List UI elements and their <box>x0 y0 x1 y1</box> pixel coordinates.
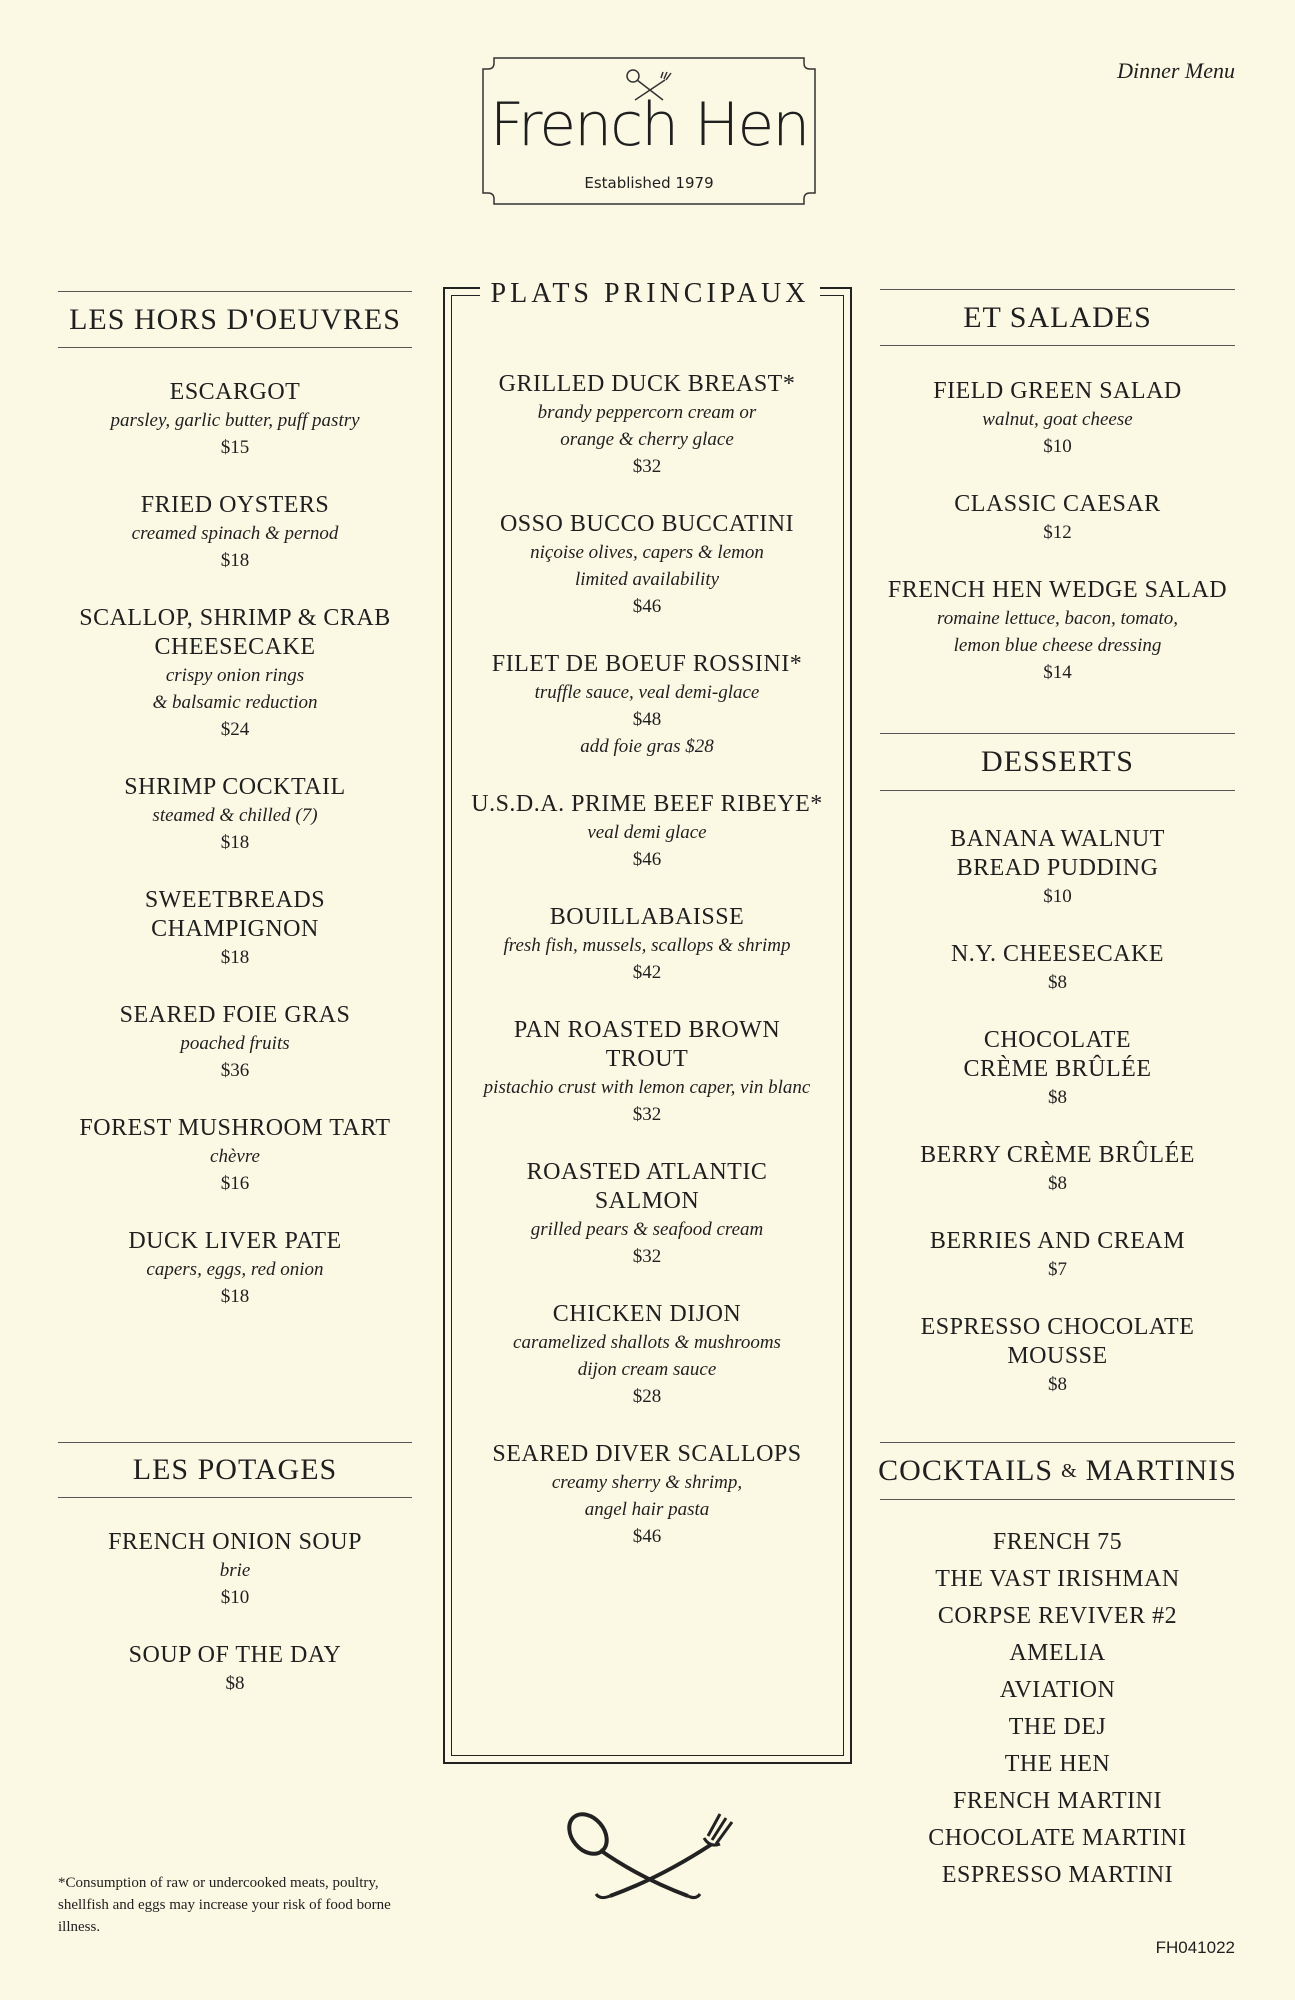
item-price: $7 <box>1048 1259 1067 1280</box>
section-title-plats: PLATS PRINCIPAUX <box>480 275 820 313</box>
item-desc: orange & cherry glace <box>560 429 734 450</box>
item-desc: dijon cream sauce <box>577 1359 717 1380</box>
section-title-text: MARTINIS <box>1085 1454 1237 1487</box>
item-name: DUCK LIVER PATE <box>128 1228 342 1254</box>
plats-list <box>442 370 852 1550</box>
item-price: $10 <box>1043 436 1072 457</box>
menu-item <box>880 377 1235 460</box>
item-price: $32 <box>632 456 662 477</box>
item-price: $32 <box>632 1246 662 1267</box>
menu-item <box>442 1016 852 1128</box>
item-price: $8 <box>1048 1173 1067 1194</box>
item-price: $48 <box>632 709 662 730</box>
item-name: SHRIMP COCKTAIL <box>124 774 346 800</box>
menu-item <box>442 650 852 760</box>
item-extra: add foie gras $28 <box>580 736 714 757</box>
item-price: $18 <box>220 1286 250 1307</box>
item-desc: limited availability <box>574 569 720 590</box>
section-title-desserts <box>880 733 1235 791</box>
menu-item <box>880 1313 1235 1398</box>
section-title-text: DESSERTS <box>981 745 1134 778</box>
item-name: FRENCH HEN WEDGE SALAD <box>887 577 1228 603</box>
item-price: $8 <box>1048 972 1067 993</box>
menu-item <box>442 790 852 873</box>
menu-item <box>880 1026 1235 1111</box>
item-desc: pistachio crust with lemon caper, vin blanc <box>483 1077 811 1098</box>
menu-item <box>58 491 412 574</box>
item-price: $14 <box>1043 662 1072 683</box>
menu-item <box>880 940 1235 996</box>
item-price: $18 <box>220 832 250 853</box>
cocktail-item: AVIATION <box>999 1677 1116 1703</box>
item-price: $46 <box>632 849 662 870</box>
item-price: $8 <box>1048 1087 1067 1108</box>
menu-item <box>58 773 412 856</box>
crossed-utensils-icon <box>560 1808 740 1904</box>
menu-item <box>442 1300 852 1410</box>
section-title-text: LES HORS D'OEUVRES <box>69 302 401 336</box>
item-name: OSSO BUCCO BUCCATINI <box>499 511 795 537</box>
item-price: $8 <box>1048 1374 1067 1395</box>
item-price: $12 <box>1043 522 1072 543</box>
item-desc: angel hair pasta <box>584 1499 710 1520</box>
menu-item <box>58 886 412 971</box>
item-price: $16 <box>220 1173 250 1194</box>
item-price: $10 <box>1043 886 1072 907</box>
menu-item <box>880 1141 1235 1197</box>
item-name: FRIED OYSTERS <box>140 492 330 518</box>
item-name: N.Y. CHEESECAKE <box>950 941 1165 967</box>
item-name: SCALLOP, SHRIMP & CRAB CHEESECAKE <box>79 605 391 660</box>
item-price: $8 <box>225 1673 245 1694</box>
cocktail-item: THE DEJ <box>1008 1714 1107 1740</box>
menu-item <box>442 510 852 620</box>
item-name: ESCARGOT <box>169 379 301 405</box>
item-name: CLASSIC CAESAR <box>954 491 1161 517</box>
menu-item <box>880 490 1235 546</box>
footnote: *Consumption of raw or undercooked meats, poultry, shellfish and eggs may increase your risk of food borne illness. <box>58 1875 391 1935</box>
menu-item <box>58 1001 412 1084</box>
cocktail-item: CORPSE REVIVER #2 <box>937 1603 1178 1629</box>
item-name: BANANA WALNUT BREAD PUDDING <box>950 826 1165 881</box>
item-price: $15 <box>220 437 250 458</box>
menu-item <box>442 370 852 480</box>
item-price: $18 <box>220 550 250 571</box>
item-name: FILET DE BOEUF ROSSINI* <box>491 651 803 677</box>
item-price: $42 <box>632 962 662 983</box>
item-name: BOUILLABAISSE <box>549 904 745 930</box>
cocktail-item: ESPRESSO MARTINI <box>941 1862 1174 1888</box>
item-desc: fresh fish, mussels, scallops & shrimp <box>503 935 791 956</box>
section-title-potages <box>58 1442 412 1498</box>
item-name: ROASTED ATLANTIC SALMON <box>526 1159 768 1214</box>
item-price: $28 <box>632 1386 662 1407</box>
item-desc: capers, eggs, red onion <box>146 1259 324 1280</box>
item-price: $18 <box>220 947 250 968</box>
salades-list <box>880 377 1235 686</box>
item-name: FOREST MUSHROOM TART <box>79 1115 391 1141</box>
item-desc: grilled pears & seafood cream <box>530 1219 764 1240</box>
cocktail-item: THE VAST IRISHMAN <box>935 1566 1180 1592</box>
cocktail-item: FRENCH MARTINI <box>953 1788 1162 1814</box>
menu-item <box>58 1114 412 1197</box>
item-desc: brie <box>219 1560 251 1581</box>
section-title-text: ET SALADES <box>963 300 1152 334</box>
item-name: FIELD GREEN SALAD <box>933 378 1182 404</box>
cocktails-list <box>880 1524 1235 1894</box>
menu-label: Dinner Menu <box>1117 58 1235 83</box>
menu-item <box>880 576 1235 686</box>
item-desc: truffle sauce, veal demi-glace <box>534 682 760 703</box>
item-desc: walnut, goat cheese <box>982 409 1133 430</box>
menu-item <box>880 1227 1235 1283</box>
section-title-hors-doeuvres <box>58 291 412 348</box>
item-price: $10 <box>220 1587 250 1608</box>
item-name: SEARED FOIE GRAS <box>119 1002 351 1028</box>
menu-item <box>58 1227 412 1310</box>
cocktail-item: CHOCOLATE MARTINI <box>928 1825 1187 1851</box>
menu-item <box>58 1528 412 1611</box>
logo-name: French Hen <box>489 90 809 160</box>
item-desc: steamed & chilled (7) <box>152 805 318 826</box>
item-desc: creamy sherry & shrimp, <box>551 1472 743 1493</box>
hors-doeuvres-list <box>58 378 412 1310</box>
item-name: SOUP OF THE DAY <box>128 1642 342 1668</box>
menu-item <box>58 378 412 461</box>
item-price: $46 <box>632 596 662 617</box>
item-name: FRENCH ONION SOUP <box>108 1529 362 1555</box>
menu-item <box>58 1641 412 1697</box>
menu-item <box>58 604 412 743</box>
item-price: $46 <box>632 1526 662 1547</box>
item-name: GRILLED DUCK BREAST* <box>498 371 796 397</box>
item-name: SWEETBREADS CHAMPIGNON <box>144 887 326 942</box>
section-title-text: LES POTAGES <box>132 1453 338 1486</box>
item-name: ESPRESSO CHOCOLATE MOUSSE <box>920 1314 1195 1369</box>
menu-item <box>442 903 852 986</box>
cocktail-item: THE HEN <box>1004 1751 1111 1777</box>
cocktail-item: FRENCH 75 <box>992 1529 1123 1555</box>
item-desc: creamed spinach & pernod <box>131 523 339 544</box>
menu-item <box>442 1158 852 1270</box>
item-name: SEARED DIVER SCALLOPS <box>492 1441 802 1467</box>
item-desc: niçoise olives, capers & lemon <box>530 542 764 563</box>
item-desc: & balsamic reduction <box>152 692 318 713</box>
item-name: CHOCOLATE CRÈME BRÛLÉE <box>963 1027 1152 1082</box>
menu-code: FH041022 <box>1155 1938 1235 1957</box>
potages-list <box>58 1528 412 1697</box>
section-title-text: COCKTAILS <box>878 1454 1054 1487</box>
item-name: BERRY CRÈME BRÛLÉE <box>920 1142 1195 1168</box>
cocktail-item: AMELIA <box>1009 1640 1106 1666</box>
item-desc: caramelized shallots & mushrooms <box>513 1332 781 1353</box>
item-desc: parsley, garlic butter, puff pastry <box>110 410 360 431</box>
item-desc: lemon blue cheese dressing <box>953 635 1162 656</box>
item-name: CHICKEN DIJON <box>552 1301 742 1327</box>
item-desc: veal demi glace <box>587 822 707 843</box>
item-desc: brandy peppercorn cream or <box>537 402 757 423</box>
item-name: BERRIES AND CREAM <box>929 1228 1186 1254</box>
menu-item <box>880 825 1235 910</box>
item-name: PAN ROASTED BROWN TROUT <box>513 1017 781 1072</box>
item-name: U.S.D.A. PRIME BEEF RIBEYE* <box>471 791 823 817</box>
desserts-list <box>880 825 1235 1398</box>
logo-established: Established 1979 <box>584 174 714 192</box>
item-desc: poached fruits <box>180 1033 290 1054</box>
item-price: $36 <box>220 1060 250 1081</box>
item-desc: crispy onion rings <box>165 665 305 686</box>
section-title-amp: & <box>1061 1459 1078 1482</box>
item-desc: chèvre <box>210 1146 260 1167</box>
section-title-cocktails <box>880 1442 1235 1500</box>
item-price: $24 <box>220 719 250 740</box>
item-desc: romaine lettuce, bacon, tomato, <box>937 608 1178 629</box>
menu-item <box>442 1440 852 1550</box>
item-price: $32 <box>632 1104 662 1125</box>
section-title-salades <box>880 289 1235 346</box>
